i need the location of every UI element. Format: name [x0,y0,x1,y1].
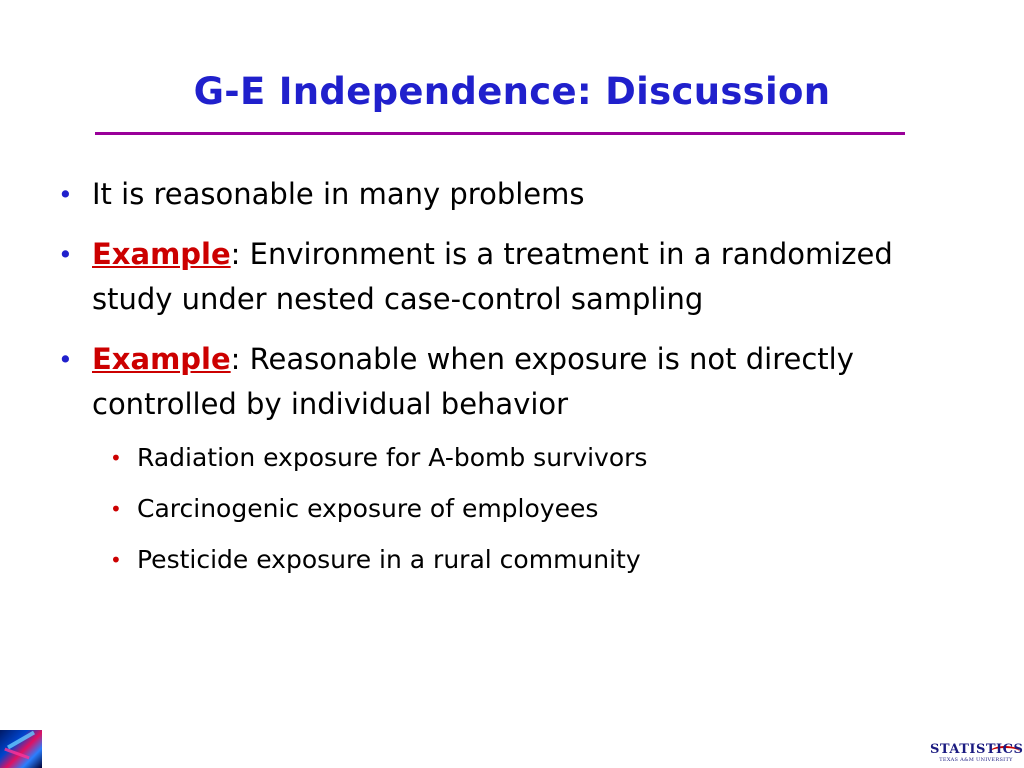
sub-bullet-icon: • [110,497,122,521]
bullet-item-1 [55,172,935,217]
sub-bullet-item-3 [55,542,935,578]
logo-streak-decoration [7,731,35,749]
bullet-text: : Environment is a treatment in a randomized study under nested case-control sampling [92,237,893,316]
bullet-icon: • [58,240,73,269]
sub-bullet-icon: • [110,446,122,470]
bullet-icon: • [58,345,73,374]
university-logo-text: TEXAS A&M UNIVERSITY [939,757,1013,763]
statistics-logo [930,742,1022,766]
example-label: Example [92,237,231,271]
title-divider [95,132,905,135]
sub-bullet-text: Carcinogenic exposure of employees [137,494,599,523]
bullet-item-3 [55,337,935,427]
sub-bullet-icon: • [110,548,122,572]
corner-logo-image [0,730,42,768]
logo-streak-decoration [4,748,29,760]
sub-bullet-item-1 [55,440,935,476]
sub-bullet-text: Radiation exposure for A-bomb survivors [137,443,648,472]
bullet-text: : Reasonable when exposure is not directly controlled by individual behavior [92,342,854,421]
sub-bullet-text: Pesticide exposure in a rural community [137,545,641,574]
bullet-item-2 [55,232,935,322]
bullet-text: It is reasonable in many problems [92,177,585,211]
sub-bullet-item-2 [55,491,935,527]
sub-bullet-list [55,440,935,578]
statistics-logo-text: STATISTICS [930,742,1024,757]
slide-title: G-E Independence: Discussion [193,70,831,113]
slide-content [55,172,935,593]
example-label: Example [92,342,231,376]
bullet-icon: • [58,180,73,209]
